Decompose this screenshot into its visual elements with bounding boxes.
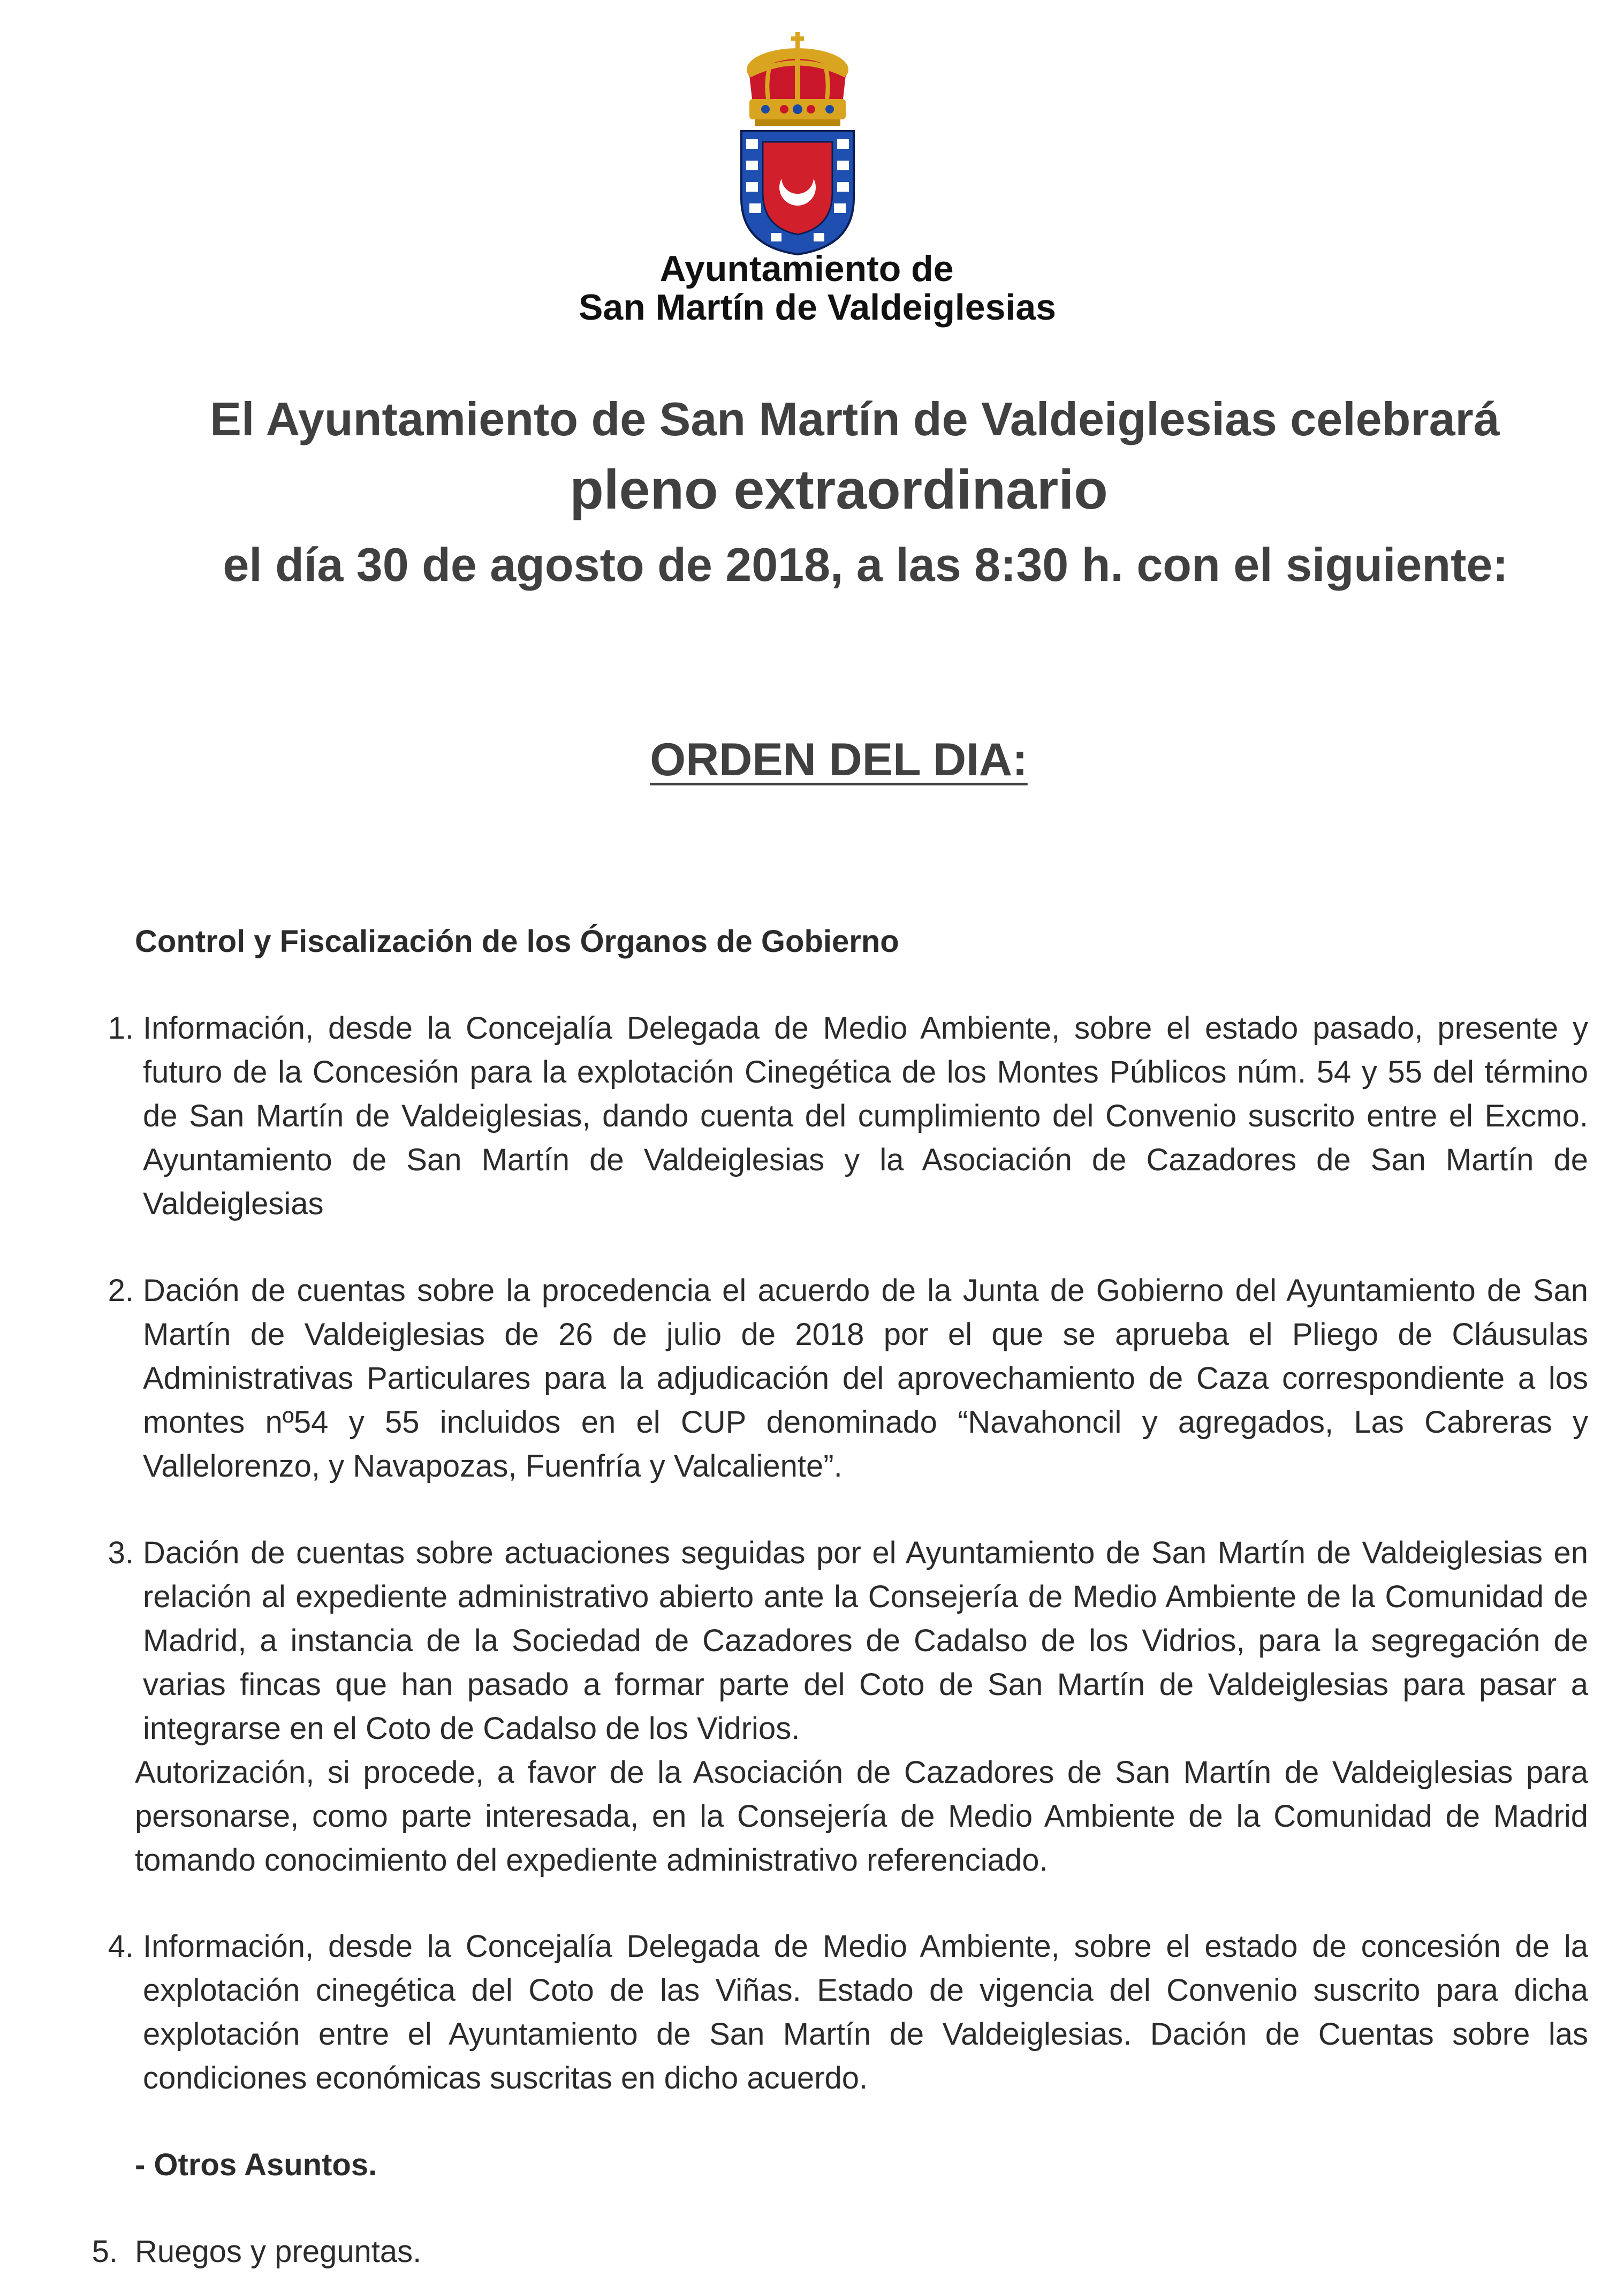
headline-date: el día 30 de agosto de 2018, a las 8:30 h. con el siguiente:: [223, 538, 1508, 591]
item-text: Información, desde la Concejalía Delegada de Medio Ambiente, sobre el estado pasado, presente y futuro de la Concesión para la explotación Cinegética de los Montes Públicos núm. 54 y 55 del término de San Martín de Valdeiglesias, dando cuenta del cumplimiento del Convenio suscrito entre el Excmo. Ayuntamiento de San Martín de Valdeiglesias y la Asociación de Cazadores de San Martín de Valdeiglesias: [143, 1011, 1588, 1221]
coat-of-arms-icon: [733, 32, 862, 257]
agenda-item-3-authorization: Autorización, si procede, a favor de la Asociación de Cazadores de San Martín de Valdeiglesias para personarse, como parte interesada, en la Consejería de Medio Ambiente de la Comunidad de Madrid tomando conocimiento del expediente administrativo referenciado.: [135, 1755, 1588, 1878]
agenda-title-text: ORDEN DEL DIA:: [650, 734, 1028, 785]
item-text: Dación de cuentas sobre actuaciones seguidas por el Ayuntamiento de San Martín de Valdeiglesias en relación al expediente administrativo abierto ante la Consejería de Medio Ambiente de la Comunidad de Madrid, a instancia de la Sociedad de Cazadores de Cadalso de los Vidrios, para la segregación de varias fincas que han pasado a formar parte del Coto de San Martín de Valdeiglesias para pasar a integrarse en el Coto de Cadalso de los Vidrios.: [143, 1535, 1588, 1746]
crown-icon: [747, 32, 848, 126]
item-text: Dación de cuentas sobre la procedencia el acuerdo de la Junta de Gobierno del Ayuntamiento de San Martín de Valdeiglesias de 26 de julio de 2018 por el que se aprueba el Pliego de Cláusulas Administrativas Particulares para la adjudicación del aprovechamiento de Caza correspondiente a los montes nº54 y 55 incluidos en el CUP denominado “Navahoncil y agregados, Las Cabreras y Vallelorenzo, y Navapozas, Fuenfría y Valcaliente”.: [143, 1273, 1588, 1484]
agenda-title: [27, 733, 1624, 786]
item-number: 4.: [108, 1929, 134, 1964]
section-heading-control: Control y Fiscalización de los Órganos de Gobierno: [135, 924, 899, 959]
shield-icon: [741, 131, 854, 254]
headline-title: pleno extraordinario: [570, 459, 1108, 521]
org-name-line1: Ayuntamiento de: [659, 248, 954, 289]
item-number: 1.: [108, 1011, 134, 1046]
item-number: 3.: [108, 1535, 134, 1570]
item-number: 2.: [108, 1273, 134, 1308]
org-name-line2: San Martín de Valdeiglesias: [579, 287, 1056, 328]
item-text: Ruegos y preguntas.: [135, 2234, 422, 2269]
item-text: Información, desde la Concejalía Delegada de Medio Ambiente, sobre el estado de concesión de la explotación cinegética del Coto de las Viñas. Estado de vigencia del Convenio suscrito para dicha explotación entre el Ayuntamiento de San Martín de Valdeiglesias. Dación de Cuentas sobre las condiciones económicas suscritas en dicho acuerdo.: [143, 1929, 1588, 2096]
item-number: 5.: [92, 2234, 118, 2269]
section-heading-otros: - Otros Asuntos.: [135, 2147, 377, 2182]
headline-line1: El Ayuntamiento de San Martín de Valdeiglesias celebrará: [210, 392, 1500, 445]
